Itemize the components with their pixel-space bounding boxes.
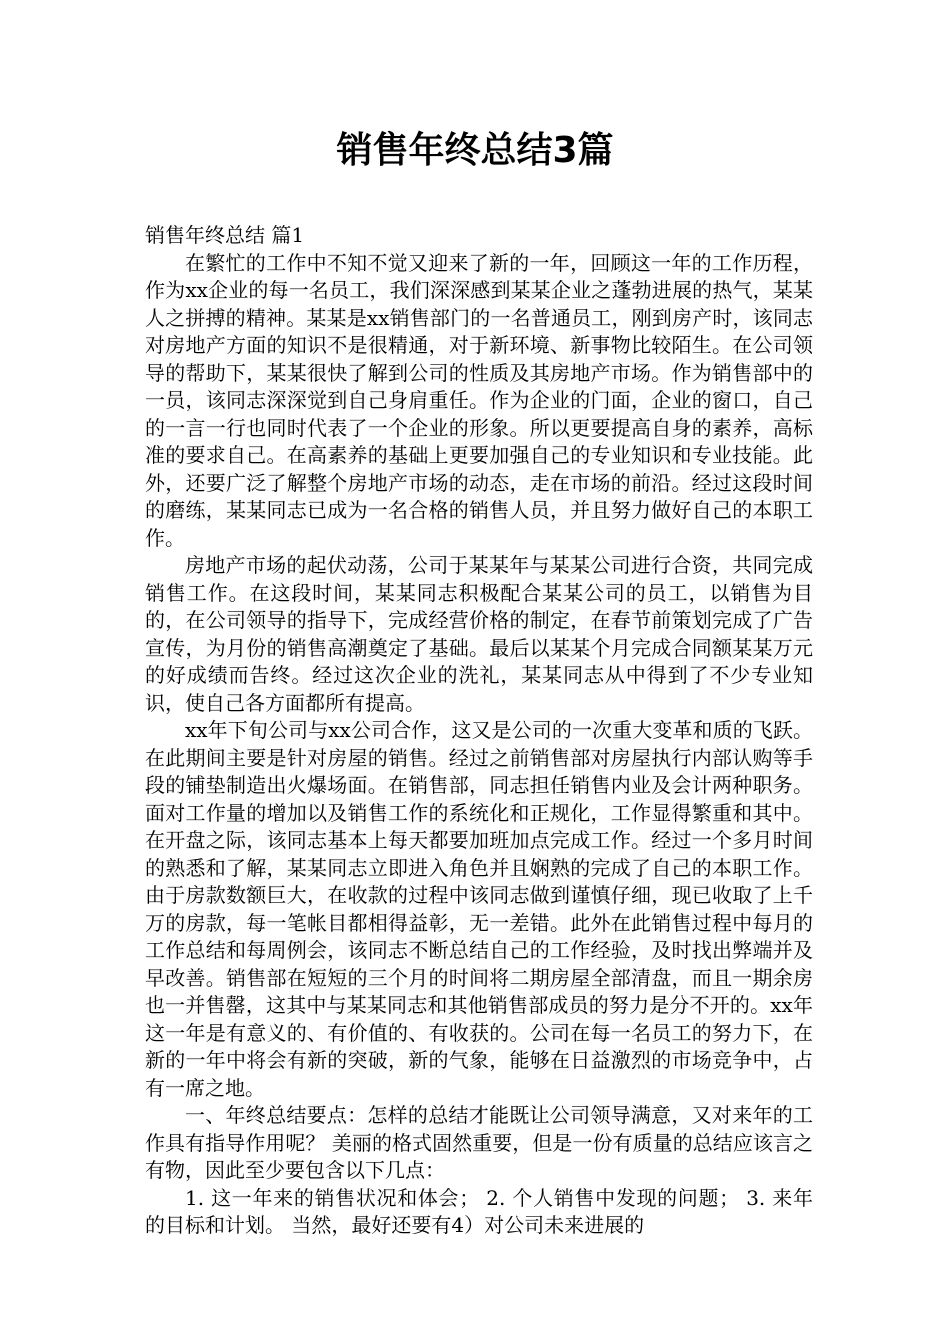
document-body [145, 222, 813, 1240]
paragraph-3: xx年下旬公司与xx公司合作，这又是公司的一次重大变革和质的飞跃。在此期间主要是针对房屋的销售。经过之前销售部对房屋执行内部认购等手段的铺垫制造出火爆场面。在销售部，同志担任销售内业及会计两种职务。面对工作量的增加以及销售工作的系统化和正规化，工作显得繁重和其中。在开盘之际，该同志基本上每天都要加班加点完成工作。经过一个多月时间的熟悉和了解，某某同志立即进入角色并且娴熟的完成了自己的本职工作。由于房款数额巨大，在收款的过程中该同志做到谨慎仔细，现已收取了上千万的房款，每一笔帐目都相得益彰，无一差错。此外在此销售过程中每月的工作总结和每周例会，该同志不断总结自己的工作经验，及时找出弊端并及早改善。销售部在短短的三个月的时间将二期房屋全部清盘，而且一期余房也一并售罄，这其中与某某同志和其他销售部成员的努力是分不开的。xx年这一年是有意义的、有价值的、有收获的。公司在每一名员工的努力下，在新的一年中将会有新的突破，新的气象，能够在日益激烈的市场竞争中，占有一席之地。 [145, 718, 813, 1100]
paragraph-4: 一、年终总结要点：怎样的总结才能既让公司领导满意，又对来年的工作具有指导作用呢？ 美丽的格式固然重要，但是一份有质量的总结应该言之有物，因此至少要包含以下几点： [145, 1103, 813, 1182]
paragraph-1: 在繁忙的工作中不知不觉又迎来了新的一年，回顾这一年的工作历程，作为xx企业的每一名员工，我们深深感到某某企业之蓬勃进展的热气，某某人之拼搏的精神。某某是xx销售部门的一名普通员工，刚到房产时，该同志对房地产方面的知识不是很精通，对于新环境、新事物比较陌生。在公司领导的帮助下，某某很快了解到公司的性质及其房地产市场。作为销售部中的一员，该同志深深觉到自己身肩重任。作为企业的门面，企业的窗口，自己的一言一行也同时代表了一个企业的形象。所以更要提高自身的素养，高标准的要求自己。在高素养的基础上更要加强自己的专业知识和专业技能。此外，还要广泛了解整个房地产市场的动态，走在市场的前沿。经过这段时间的磨练，某某同志已成为一名合格的销售人员，并且努力做好自己的本职工作。 [145, 250, 813, 550]
document-title: 销售年终总结3篇 [336, 130, 614, 171]
section-heading: 销售年终总结 篇1 [145, 223, 305, 247]
paragraph-5: 1. 这一年来的销售状况和体会； 2. 个人销售中发现的问题； 3. 来年的目标和计划。 当然，最好还要有4）对公司未来进展的 [145, 1185, 813, 1237]
paragraph-2: 房地产市场的起伏动荡，公司于某某年与某某公司进行合资，共同完成销售工作。在这段时间，某某同志积极配合某某公司的员工，以销售为目的，在公司领导的指导下，完成经营价格的制定，在春节前策划完成了广告宣传，为月份的销售高潮奠定了基础。最后以某某个月完成合同额某某万元的好成绩而告终。经过这次企业的洗礼，某某同志从中得到了不少专业知识，使自己各方面都所有提高。 [145, 553, 813, 715]
